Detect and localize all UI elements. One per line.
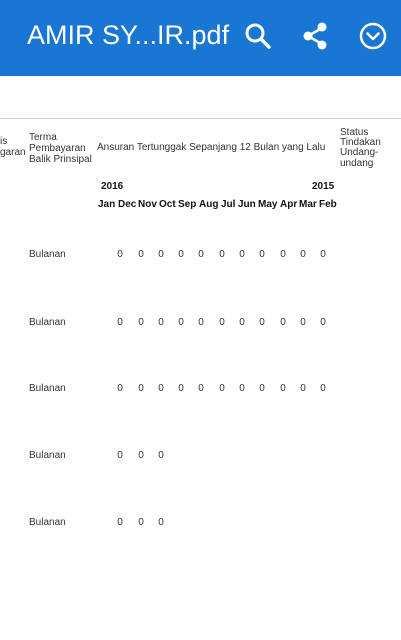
share-icon[interactable]	[299, 20, 331, 52]
year-2016: 2016	[101, 181, 124, 192]
table-cell: 0	[300, 317, 306, 328]
row-label: Bulanan	[29, 249, 66, 260]
table-cell: 0	[138, 317, 144, 328]
page-separator	[0, 118, 401, 119]
year-2015: 2015	[312, 181, 335, 192]
table-cell: 0	[280, 383, 286, 394]
table-cell: 0	[178, 249, 184, 260]
header-terma-line2: Pembayaran	[29, 143, 86, 154]
month-jan: Jan	[98, 199, 116, 210]
search-icon[interactable]	[242, 20, 274, 52]
header-partial-line2: garan	[0, 147, 26, 158]
header-ansuran: Ansuran Tertunggak Sepanjang 12 Bulan yang Lalu	[97, 142, 326, 153]
table-cell: 0	[158, 383, 164, 394]
month-apr: Apr	[280, 199, 298, 210]
month-jul: Jul	[221, 199, 236, 210]
month-may: May	[258, 199, 278, 210]
table-cell: 0	[320, 249, 326, 260]
row-label: Bulanan	[29, 517, 66, 528]
table-cell: 0	[239, 317, 245, 328]
table-cell: 0	[239, 249, 245, 260]
table-cell: 0	[198, 249, 204, 260]
table-cell: 0	[300, 383, 306, 394]
table-cell: 0	[158, 249, 164, 260]
month-mar: Mar	[299, 199, 317, 210]
table-cell: 0	[138, 249, 144, 260]
table-cell: 0	[259, 249, 265, 260]
pdf-page[interactable]	[0, 76, 401, 640]
table-cell: 0	[178, 383, 184, 394]
table-cell: 0	[158, 317, 164, 328]
table-cell: 0	[158, 517, 164, 528]
header-status-line4: undang	[340, 158, 374, 169]
row-label: Bulanan	[29, 450, 66, 461]
row-label: Bulanan	[29, 317, 66, 328]
month-oct: Oct	[159, 199, 176, 210]
table-cell: 0	[259, 317, 265, 328]
table-cell: 0	[178, 317, 184, 328]
table-cell: 0	[117, 450, 123, 461]
month-dec: Dec	[118, 199, 137, 210]
table-cell: 0	[219, 317, 225, 328]
table-cell: 0	[117, 317, 123, 328]
header-terma-line1: Terma	[29, 132, 57, 143]
table-cell: 0	[280, 317, 286, 328]
month-feb: Feb	[319, 199, 337, 210]
table-cell: 0	[138, 450, 144, 461]
table-cell: 0	[117, 517, 123, 528]
table-cell: 0	[198, 317, 204, 328]
document-title: AMIR SY...IR.pdf	[27, 20, 230, 50]
chevron-down-circle-icon[interactable]	[357, 20, 389, 52]
month-sep: Sep	[178, 199, 197, 210]
table-cell: 0	[300, 249, 306, 260]
month-nov: Nov	[138, 199, 157, 210]
app-bar	[0, 0, 401, 76]
row-label: Bulanan	[29, 383, 66, 394]
month-jun: Jun	[238, 199, 256, 210]
table-cell: 0	[320, 383, 326, 394]
header-partial-line1: is	[0, 136, 8, 147]
table-cell: 0	[138, 383, 144, 394]
header-status-line1: Status	[340, 127, 369, 138]
table-cell: 0	[117, 249, 123, 260]
table-cell: 0	[198, 383, 204, 394]
table-cell: 0	[239, 383, 245, 394]
month-aug: Aug	[199, 199, 219, 210]
table-cell: 0	[259, 383, 265, 394]
header-status-line3: Undang-	[340, 147, 379, 158]
table-cell: 0	[320, 317, 326, 328]
table-cell: 0	[280, 249, 286, 260]
header-terma-line3: Balik Prinsipal	[29, 154, 92, 165]
table-cell: 0	[138, 517, 144, 528]
header-status-line2: Tindakan	[340, 137, 381, 148]
table-cell: 0	[219, 249, 225, 260]
table-cell: 0	[117, 383, 123, 394]
table-cell: 0	[158, 450, 164, 461]
table-cell: 0	[219, 383, 225, 394]
